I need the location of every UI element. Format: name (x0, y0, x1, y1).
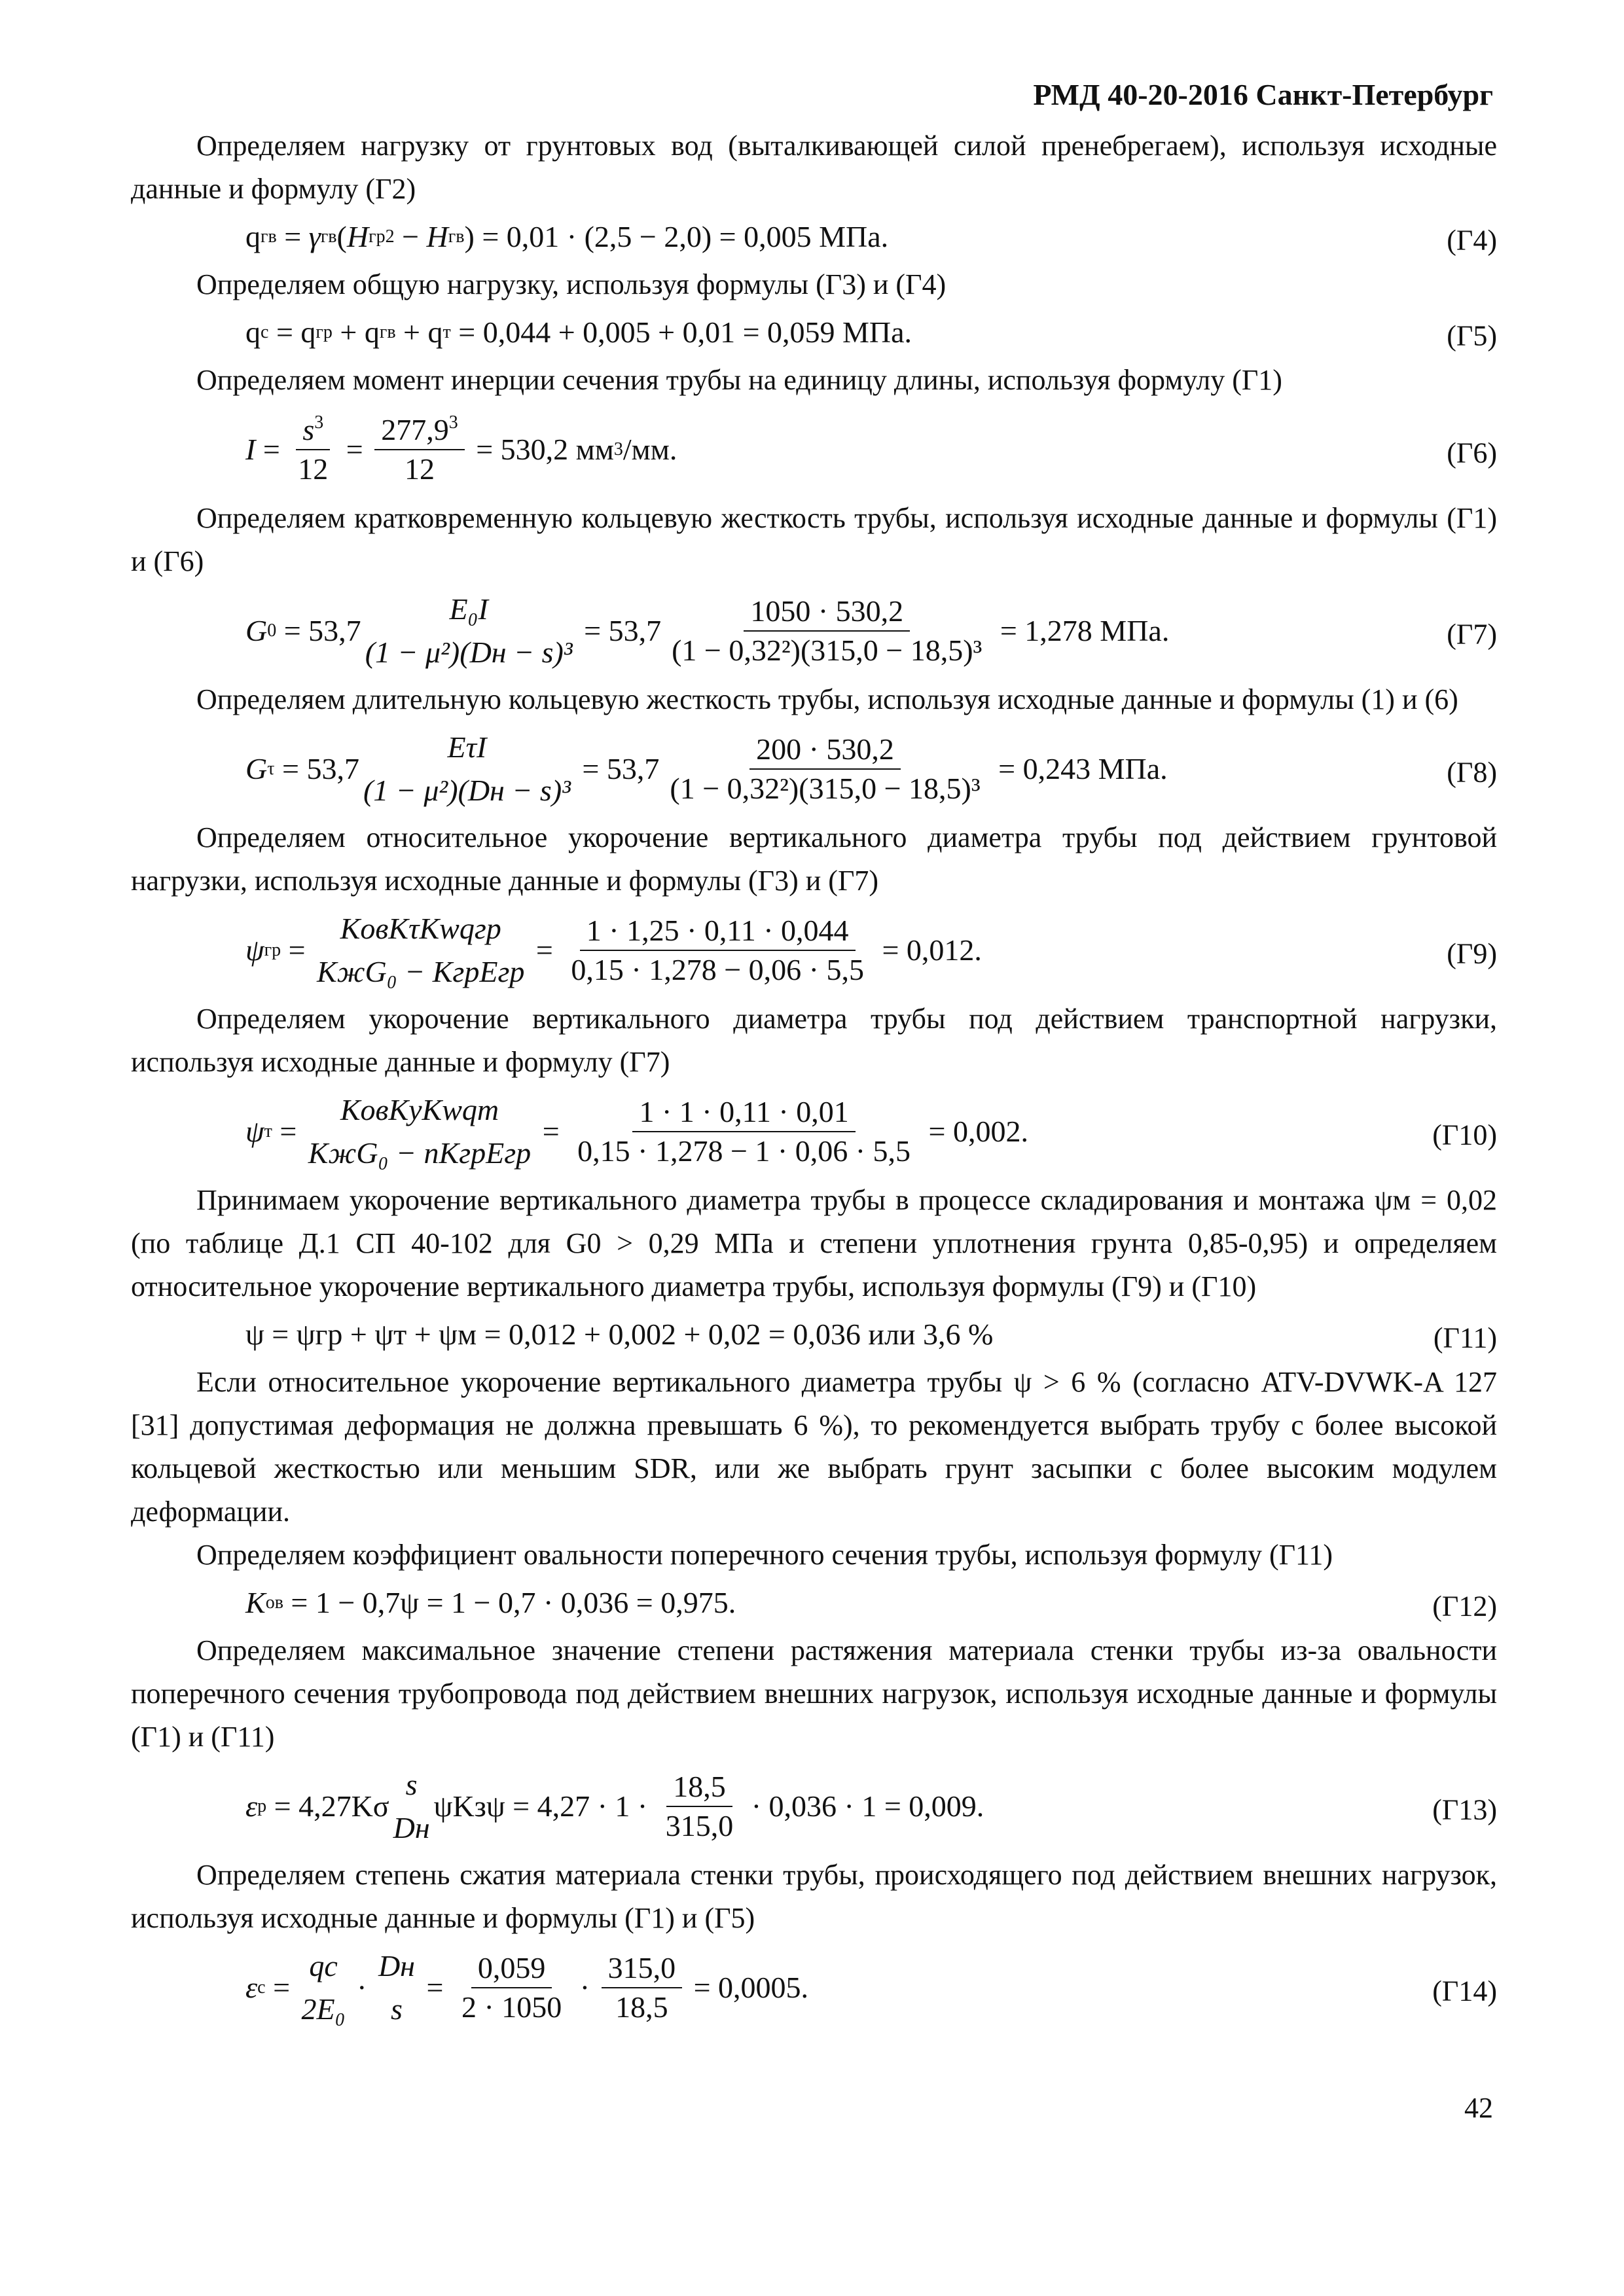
eq-text: γ (308, 220, 321, 253)
fraction-denominator: 2E₀ (301, 1992, 346, 2026)
eq-text: s (302, 412, 315, 446)
fraction (363, 726, 571, 812)
fraction-numerator: 18,5 (666, 1768, 732, 1807)
paragraph: Определяем коэффициент овальности поперечного сечения трубы, используя формулу (Г11) (196, 1539, 1333, 1571)
eq-text: = (528, 933, 561, 967)
fraction (308, 1088, 531, 1175)
fraction-numerator: KовKτKwqгр (340, 911, 501, 945)
eq-text: = 530,2 мм (468, 432, 614, 466)
equation-g12 (131, 1577, 1497, 1629)
fraction-denominator: 18,5 (615, 1990, 668, 2024)
fraction (665, 592, 988, 670)
eq-text: = (419, 1970, 451, 2004)
fraction (602, 1949, 683, 2026)
eq-text: = 53,7 (576, 613, 662, 647)
eq-text: q (245, 220, 261, 253)
fraction-numerator: EτI (447, 730, 487, 764)
eq-text: = 0,002. (921, 1114, 1028, 1148)
equation-number: (Г6) (1447, 436, 1497, 469)
paragraph: Определяем относительное укорочение вертикального диаметра трубы под действием грунтовой нагрузки, используя исходные данные и формулы (Г3) и (Г7) (131, 821, 1497, 897)
equation-expression: q с = q гр + q гв + q т = 0,044 + 0,005 + 0,01 = 0,059 МПа. (245, 311, 912, 354)
equation-expression: I = $\frac{s^3}{12}$ = $\frac{277,9^3}{12}$ = 530,2 мм 3 /мм. (245, 411, 677, 488)
equation-number: (Г12) (1432, 1590, 1497, 1623)
equation-expression: q гв = γ гв ( H гр2 − H гв ) = 0,01 · (2,5 − 2,0) = 0,005 МПа. (245, 215, 888, 259)
document-body (131, 124, 1497, 2035)
eq-text: G (245, 613, 268, 647)
eq-text: = (276, 220, 309, 253)
fraction-denominator: 2 · 1050 (461, 1990, 562, 2024)
eq-text: + q (395, 315, 443, 349)
fraction-numerator: 200 · 530,2 (749, 730, 901, 770)
fraction (302, 1945, 346, 2031)
fraction-numerator: 0,059 (471, 1949, 552, 1988)
eq-text: = 0,0005. (686, 1970, 809, 2004)
paragraph: Принимаем укорочение вертикального диаметра трубы в процессе складирования и монтажа ψм = 0,02 (по таблице Д.1 СП 40-102 для G0 > 0,29 МПа и степени уплотнения грунта 0,85-0,95) и определяем относительное укорочение вертикального диаметра трубы, используя формулы (Г9) и (Г10) (131, 1184, 1497, 1302)
fraction-denominator: 315,0 (665, 1808, 734, 1842)
eq-text: 277,9 (381, 412, 449, 446)
equation-g11 (131, 1308, 1497, 1361)
eq-text: = (338, 432, 371, 466)
eq-text: H (346, 220, 369, 253)
equation-expression: ψ гр = KовKτKwqгр KжG₀ − KгрEгр = $\frac{1 \cdot 1,25 \cdot 0,11 \cdot 0,044}{0,15 \cdot 1,278 - 0,06 \cdot 5,5}$ = 0,012. (245, 907, 982, 994)
eq-text: = 1,278 МПа. (992, 613, 1170, 647)
eq-text: = 53,7 (276, 613, 361, 647)
equation-g9 (131, 903, 1497, 997)
paragraph: Определяем максимальное значение степени растяжения материала стенки трубы из-за овальности поперечного сечения трубопровода под действием внешних нагрузок, используя исходные данные и формулы (Г1) и (Г11) (131, 1634, 1497, 1753)
fraction-denominator: KжG₀ − KгрEгр (317, 954, 525, 988)
eq-text: = 53,7 (274, 751, 359, 785)
eq-text: ) (464, 220, 475, 253)
eq-text: = (281, 933, 314, 967)
fraction (393, 1763, 430, 1850)
fraction-numerator: s (405, 1767, 418, 1801)
equation-number: (Г8) (1447, 755, 1497, 788)
eq-text: = q (268, 315, 316, 349)
eq-text: ψ (245, 933, 264, 967)
equation-expression: G 0 = 53,7 E₀I (1 − μ²)(Dн − s)³ = 53,7 $\frac{1050 \cdot 530,2}{\text{(1 − 0,32²)(315,0 − 18,5)³}}$ = 1,278 МПа. (245, 588, 1169, 674)
equation-g7 (131, 583, 1497, 678)
eq-text: = (535, 1114, 568, 1148)
equation-number: (Г13) (1432, 1793, 1497, 1825)
eq-text: ε (245, 1970, 258, 2004)
paragraph: Определяем длительную кольцевую жесткость трубы, используя исходные данные и формулы (1) и (6) (196, 683, 1458, 715)
eq-text: /мм. (623, 432, 677, 466)
equation-g6 (131, 402, 1497, 497)
fraction-numerator: Dн (378, 1948, 415, 1982)
paragraph: Определяем степень сжатия материала стенки трубы, происходящего под действием внешних нагрузок, используя исходные данные и формулы (Г1) и (Г5) (131, 1859, 1497, 1934)
eq-text: ( (336, 220, 347, 253)
equation-expression: ψ т = KовKyKwqт KжG₀ − nKгрEгр = $\frac{1 \cdot 1 \cdot 0,11 \cdot 0,01}{0,15 \cdot 1,278 - 1 \cdot 0,06 \cdot 5,5}$ = 0,002. (245, 1088, 1028, 1175)
eq-text: ψ (245, 1114, 264, 1148)
eq-sup: 3 (314, 412, 324, 433)
fraction (291, 411, 334, 488)
fraction-numerator: E₀I (449, 592, 488, 626)
fraction-denominator: 0,15 · 1,278 − 0,06 · 5,5 (571, 952, 864, 986)
equation-expression: G τ = 53,7 EτI (1 − μ²)(Dн − s)³ = 53,7 $\frac{200 \cdot 530,2}{\text{(1 − 0,32²)(315,0 − 18,5)³}}$ = 0,243 МПа. (245, 726, 1168, 812)
eq-text: = (272, 1114, 304, 1148)
equation-g5 (131, 306, 1497, 359)
document-header: РМД 40-20-2016 Санкт-Петербург (1033, 78, 1493, 111)
eq-text: ψKзψ = 4,27 · 1 · (433, 1789, 655, 1823)
eq-text: · 0,036 · 1 = 0,009. (744, 1789, 984, 1823)
fraction-denominator: s (391, 1992, 403, 2026)
equation-number: (Г9) (1447, 937, 1497, 969)
equation-number: (Г7) (1447, 617, 1497, 650)
paragraph: Если относительное укорочение вертикального диаметра трубы ψ > 6 % (согласно ATV-DVWK-A 127 [31] допустимая деформация не должна превышать 6 %), то рекомендуется выбрать трубу с более высокой кольцевой жесткостью или меньшим SDR, или же выбрать грунт засыпки с более высоким модулем деформации. (131, 1366, 1497, 1528)
equation-g13 (131, 1759, 1497, 1854)
equation-number: (Г10) (1432, 1118, 1497, 1151)
eq-text: ψ = ψгр + ψт + ψм = 0,012 + 0,002 + 0,02 = 0,036 или 3,6 % (245, 1318, 994, 1351)
fraction-numerator (296, 411, 330, 450)
paragraph: Определяем общую нагрузку, используя формулы (Г3) и (Г4) (196, 268, 947, 300)
fraction (663, 730, 986, 808)
eq-text: − (394, 220, 427, 253)
eq-text: = 0,044 + 0,005 + 0,01 = 0,059 МПа. (450, 315, 912, 349)
equation-expression: ε р = 4,27Kσ s Dн ψKзψ = 4,27 · 1 · $\frac{18,5}{315,0}$ · 0,036 · 1 = 0,009. (245, 1763, 984, 1850)
paragraph: Определяем кратковременную кольцевую жесткость трубы, используя исходные данные и формулы (Г1) и (Г6) (131, 502, 1497, 577)
eq-text: = 1 − 0,7ψ = 1 − 0,7 · 0,036 = 0,975. (283, 1586, 736, 1619)
fraction-denominator: 12 (298, 452, 329, 486)
fraction-denominator: 0,15 · 1,278 − 1 · 0,06 · 5,5 (577, 1134, 911, 1168)
eq-text: G (245, 751, 268, 785)
equation-g10 (131, 1084, 1497, 1179)
fraction-numerator: KовKyKwqт (340, 1092, 499, 1126)
eq-text: H (426, 220, 448, 253)
equation-expression: ε с = qс 2E₀ · Dн s = $\frac{0,059}{2 \cdot 1050}$ · $\frac{315,0}{18,5}$ = 0,0005. (245, 1945, 808, 2031)
fraction-denominator: 12 (404, 452, 435, 486)
equation-number: (Г4) (1447, 224, 1497, 257)
fraction-denominator: (1 − μ²)(Dн − s)³ (365, 635, 573, 669)
eq-text: ε (245, 1789, 258, 1823)
equation-number: (Г11) (1433, 1321, 1497, 1354)
eq-text: = 4,27Kσ (266, 1789, 389, 1823)
eq-text: = 53,7 (574, 751, 660, 785)
fraction-numerator: 1 · 1,25 · 0,11 · 0,044 (580, 912, 856, 951)
equation-expression: K ов = 1 − 0,7ψ = 1 − 0,7 · 0,036 = 0,975. (245, 1581, 736, 1624)
equation-number: (Г5) (1447, 319, 1497, 352)
eq-text: I (245, 432, 256, 466)
equation-number: (Г14) (1432, 1974, 1497, 2007)
equation-g4 (131, 211, 1497, 263)
eq-sup: 3 (448, 412, 458, 433)
fraction (317, 907, 524, 994)
paragraph: Определяем момент инерции сечения трубы на единицу длины, используя формулу (Г1) (196, 364, 1282, 396)
eq-text: q (245, 315, 261, 349)
equation-g8 (131, 721, 1497, 816)
eq-text: = 0,01 · (2,5 − 2,0) = 0,005 МПа. (474, 220, 889, 253)
fraction-numerator: qс (309, 1948, 338, 1982)
fraction (365, 588, 573, 674)
fraction-denominator: Dн (393, 1810, 430, 1844)
eq-text: + q (332, 315, 380, 349)
eq-text: · (572, 1970, 598, 2004)
fraction (378, 1945, 415, 2031)
eq-text: = 0,243 МПа. (990, 751, 1168, 785)
eq-text: = 0,012. (874, 933, 982, 967)
page-number: 42 (1464, 2092, 1493, 2124)
equation-expression (245, 1313, 993, 1356)
fraction-numerator: 1 · 1 · 0,11 · 0,01 (632, 1093, 855, 1132)
paragraph: Определяем укорочение вертикального диаметра трубы под действием транспортной нагрузки, используя исходные данные и формулу (Г7) (131, 1003, 1497, 1078)
fraction (659, 1768, 740, 1845)
fraction (374, 411, 465, 488)
eq-text: · (349, 1970, 374, 2004)
eq-text: = (265, 1970, 298, 2004)
fraction-denominator: (1 − 0,32²)(315,0 − 18,5)³ (672, 633, 983, 667)
fraction-numerator (374, 411, 465, 450)
fraction-numerator: 315,0 (602, 1949, 683, 1988)
fraction (455, 1949, 568, 2026)
fraction-denominator: (1 − μ²)(Dн − s)³ (363, 773, 571, 807)
fraction (564, 912, 871, 989)
eq-text: = (255, 432, 288, 466)
fraction-denominator: KжG₀ − nKгрEгр (308, 1136, 532, 1170)
paragraph: Определяем нагрузку от грунтовых вод (выталкивающей силой пренебрегаем), используя исходные данные и формулу (Г2) (131, 130, 1497, 205)
fraction (571, 1093, 917, 1170)
equation-g14 (131, 1940, 1497, 2035)
fraction-denominator: (1 − 0,32²)(315,0 − 18,5)³ (670, 771, 981, 805)
eq-text: K (245, 1586, 266, 1619)
fraction-numerator: 1050 · 530,2 (744, 592, 910, 632)
